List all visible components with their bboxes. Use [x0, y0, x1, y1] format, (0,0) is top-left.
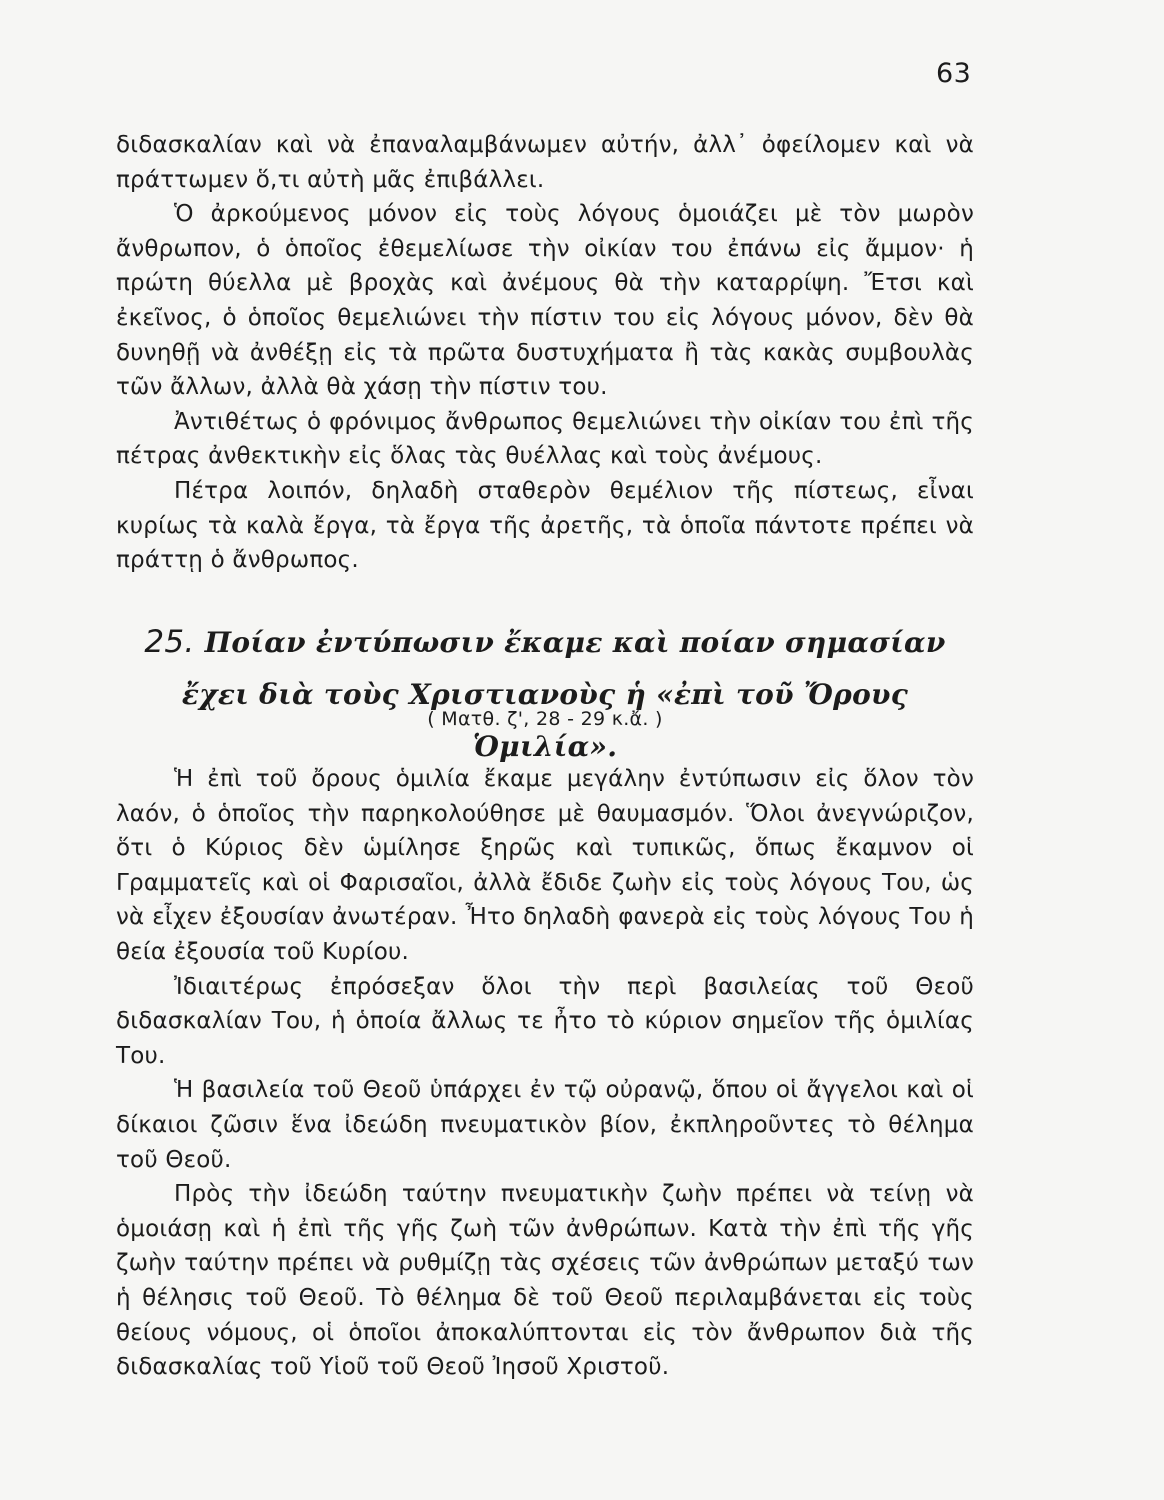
paragraph: Ὁ ἀρκούμενος μόνον εἰς τοὺς λόγους ὁμοιάζει μὲ τὸν μωρὸν ἄνθρωπον, ὁ ὁποῖος ἐθεμελίωσε τὴν οἰκίαν του ἐπάνω εἰς ἄμμον· ἡ πρώτη θύελλα μὲ βροχὰς καὶ ἀνέμους θὰ τὴν καταρρίψη. Ἔτσι καὶ ἐκεῖνος, ὁ ὁποῖος θεμελιώνει τὴν πίστιν του εἰς λόγους μόνον, δὲν θὰ δυνηθῇ νὰ ἀνθέξῃ εἰς τὰ πρῶτα δυστυχήματα ἢ τὰς κακὰς συμβουλὰς τῶν ἄλλων, ἀλλὰ θὰ χάσῃ τὴν πίστιν του.: [116, 201, 974, 401]
section-number: 25.: [144, 624, 195, 660]
bottom-text-block: [116, 762, 974, 1385]
section-title: Ποίαν ἐντύπωσιν ἔκαμε καὶ ποίαν σημασίαν ἔχει διὰ τοὺς Χριστιανοὺς ἡ «ἐπὶ τοῦ Ὄρους Ὁμιλία».: [181, 626, 946, 763]
paragraph: Ἀντιθέτως ὁ φρόνιμος ἄνθρωπος θεμελιώνει τὴν οἰκίαν του ἐπὶ τῆς πέτρας ἀνθεκτικὴν εἰς ὅλας τὰς θυέλλας καὶ τοὺς ἀνέμους.: [116, 408, 974, 470]
paragraph: Ἡ ἐπὶ τοῦ ὄρους ὁμιλία ἔκαμε μεγάλην ἐντύπωσιν εἰς ὅλον τὸν λαόν, ὁ ὁποῖος τὴν παρηκολούθησε μὲ θαυμασμόν. Ὅλοι ἀνεγνώριζον, ὅτι ὁ Κύριος δὲν ὡμίλησε ξηρῶς καὶ τυπικῶς, ὅπως ἔκαμνον οἱ Γραμματεῖς καὶ οἱ Φαρισαῖοι, ἀλλὰ ἔδιδε ζωὴν εἰς τοὺς λόγους Του, ὡς νὰ εἶχεν ἐξουσίαν ἀνωτέραν. Ἦτο δηλαδὴ φανερὰ εἰς τοὺς λόγους Του ἡ θεία ἐξουσία τοῦ Κυρίου.: [116, 766, 974, 965]
paragraph: Ἡ βασιλεία τοῦ Θεοῦ ὑπάρχει ἐν τῷ οὐρανῷ, ὅπου οἱ ἄγγελοι καὶ οἱ δίκαιοι ζῶσιν ἕνα ἰδεώδη πνευματικὸν βίον, ἐκπληροῦντες τὸ θέλημα τοῦ Θεοῦ.: [116, 1077, 974, 1173]
scripture-reference: ( Ματθ. ζ', 28 - 29 κ.ἄ. ): [427, 708, 663, 730]
paragraph: Πρὸς τὴν ἰδεώδη ταύτην πνευματικὴν ζωὴν πρέπει νὰ τείνῃ νὰ ὁμοιάσῃ καὶ ἡ ἐπὶ τῆς γῆς ζωὴ τῶν ἀνθρώπων. Κατὰ τὴν ἐπὶ τῆς γῆς ζωὴν ταύτην πρέπει νὰ ρυθμίζῃ τὰς σχέσεις τῶν ἀνθρώπων μεταξύ των ἡ θέλησις τοῦ Θεοῦ. Τὸ θέλημα δὲ τοῦ Θεοῦ περιλαμβάνεται εἰς τοὺς θείους νόμους, οἱ ὁποῖοι ἀποκαλύπτονται εἰς τὸν ἄνθρωπον διὰ τῆς διδασκαλίας τοῦ Υἱοῦ τοῦ Θεοῦ Ἰησοῦ Χριστοῦ.: [116, 1181, 974, 1381]
paragraph: διδασκαλίαν καὶ νὰ ἐπαναλαμβάνωμεν αὐτήν, ἀλλ᾽ ὀφείλομεν καὶ νὰ πράττωμεν ὅ,τι αὐτὴ μᾶς ἐπιβάλλει.: [116, 132, 974, 193]
paragraph: Πέτρα λοιπόν, δηλαδὴ σταθερὸν θεμέλιον τῆς πίστεως, εἶναι κυρίως τὰ καλὰ ἔργα, τὰ ἔργα τῆς ἀρετῆς, τὰ ὁποῖα πάντοτε πρέπει νὰ πράττῃ ὁ ἄνθρωπος.: [116, 477, 974, 574]
paragraph: Ἰδιαιτέρως ἐπρόσεξαν ὅλοι τὴν περὶ βασιλείας τοῦ Θεοῦ διδασκαλίαν Του, ἡ ὁποία ἄλλως τε ἦτο τὸ κύριον σημεῖον τῆς ὁμιλίας Του.: [116, 973, 974, 1069]
section-heading: [116, 616, 974, 773]
top-text-block: [116, 128, 974, 578]
page-number: 63: [936, 58, 972, 89]
